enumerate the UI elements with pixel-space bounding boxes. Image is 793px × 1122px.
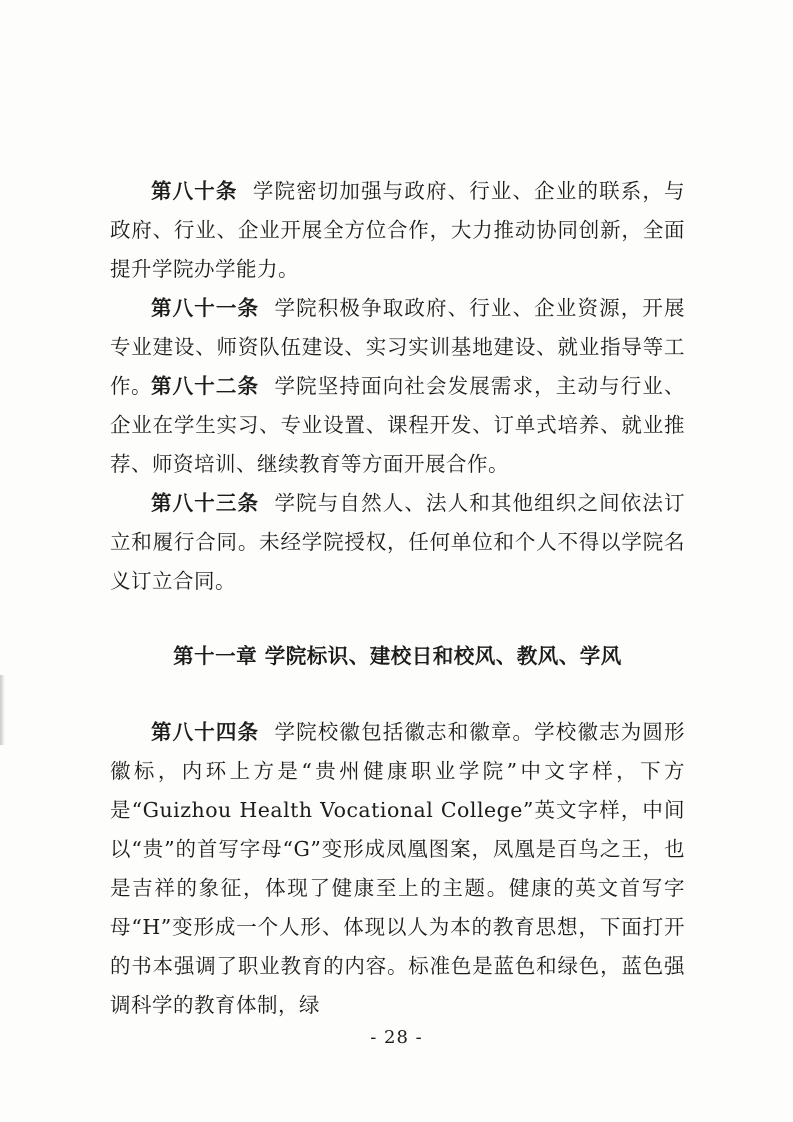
chapter-heading: 第十一章 学院标识、建校日和校风、教风、学风 <box>173 644 622 668</box>
article-text: 学院坚持面向社会发展需求，主动与行业、企业在学生实习、专业设置、课程开发、订单式培养、就业推荐、师资培训、继续教育等方面开展合作。 <box>110 374 686 476</box>
article-83 <box>110 484 685 601</box>
article-label: 第八十一条 <box>151 296 260 320</box>
article-84 <box>110 713 685 1025</box>
article-text: 学院校徽包括徽志和徽章。学校徽志为圆形徽标，内环上方是“贵州健康职业学院”中文字样，下方是“Guizhou Health Vocational College”英文字样，中间以“贵”的首写字母“G”变形成凤凰图案，凤凰是百鸟之王，也是吉祥的象征，体现了健康至上的主题。健康的英文首写字母“H”变形成一个人形、体现以人为本的教育思想，下面打开的书本强调了职业教育的内容。标准色是蓝色和绿色，蓝色强调科学的教育体制，绿 <box>110 720 686 1017</box>
page-number: - 28 - <box>370 1027 423 1048</box>
article-label: 第八十四条 <box>151 720 260 744</box>
article-80 <box>110 172 685 289</box>
article-text: 学院与自然人、法人和其他组织之间依法订立和履行合同。未经学院授权，任何单位和个人不得以学院名义订立合同。 <box>110 491 686 593</box>
article-label: 第八十三条 <box>151 491 260 515</box>
article-label: 第八十条 <box>151 179 238 203</box>
article-label: 第八十二条 <box>151 374 260 398</box>
scan-edge-mark <box>0 675 5 745</box>
article-text: 学院积极争取政府、行业、企业资源，开展专业建设、师资队伍建设、实习实训基地建设、就业指导等工作。 <box>110 296 686 398</box>
article-text: 学院密切加强与政府、行业、企业的联系，与政府、行业、企业开展全方位合作，大力推动协同创新，全面提升学院办学能力。 <box>110 179 685 281</box>
article-82 <box>110 367 685 484</box>
